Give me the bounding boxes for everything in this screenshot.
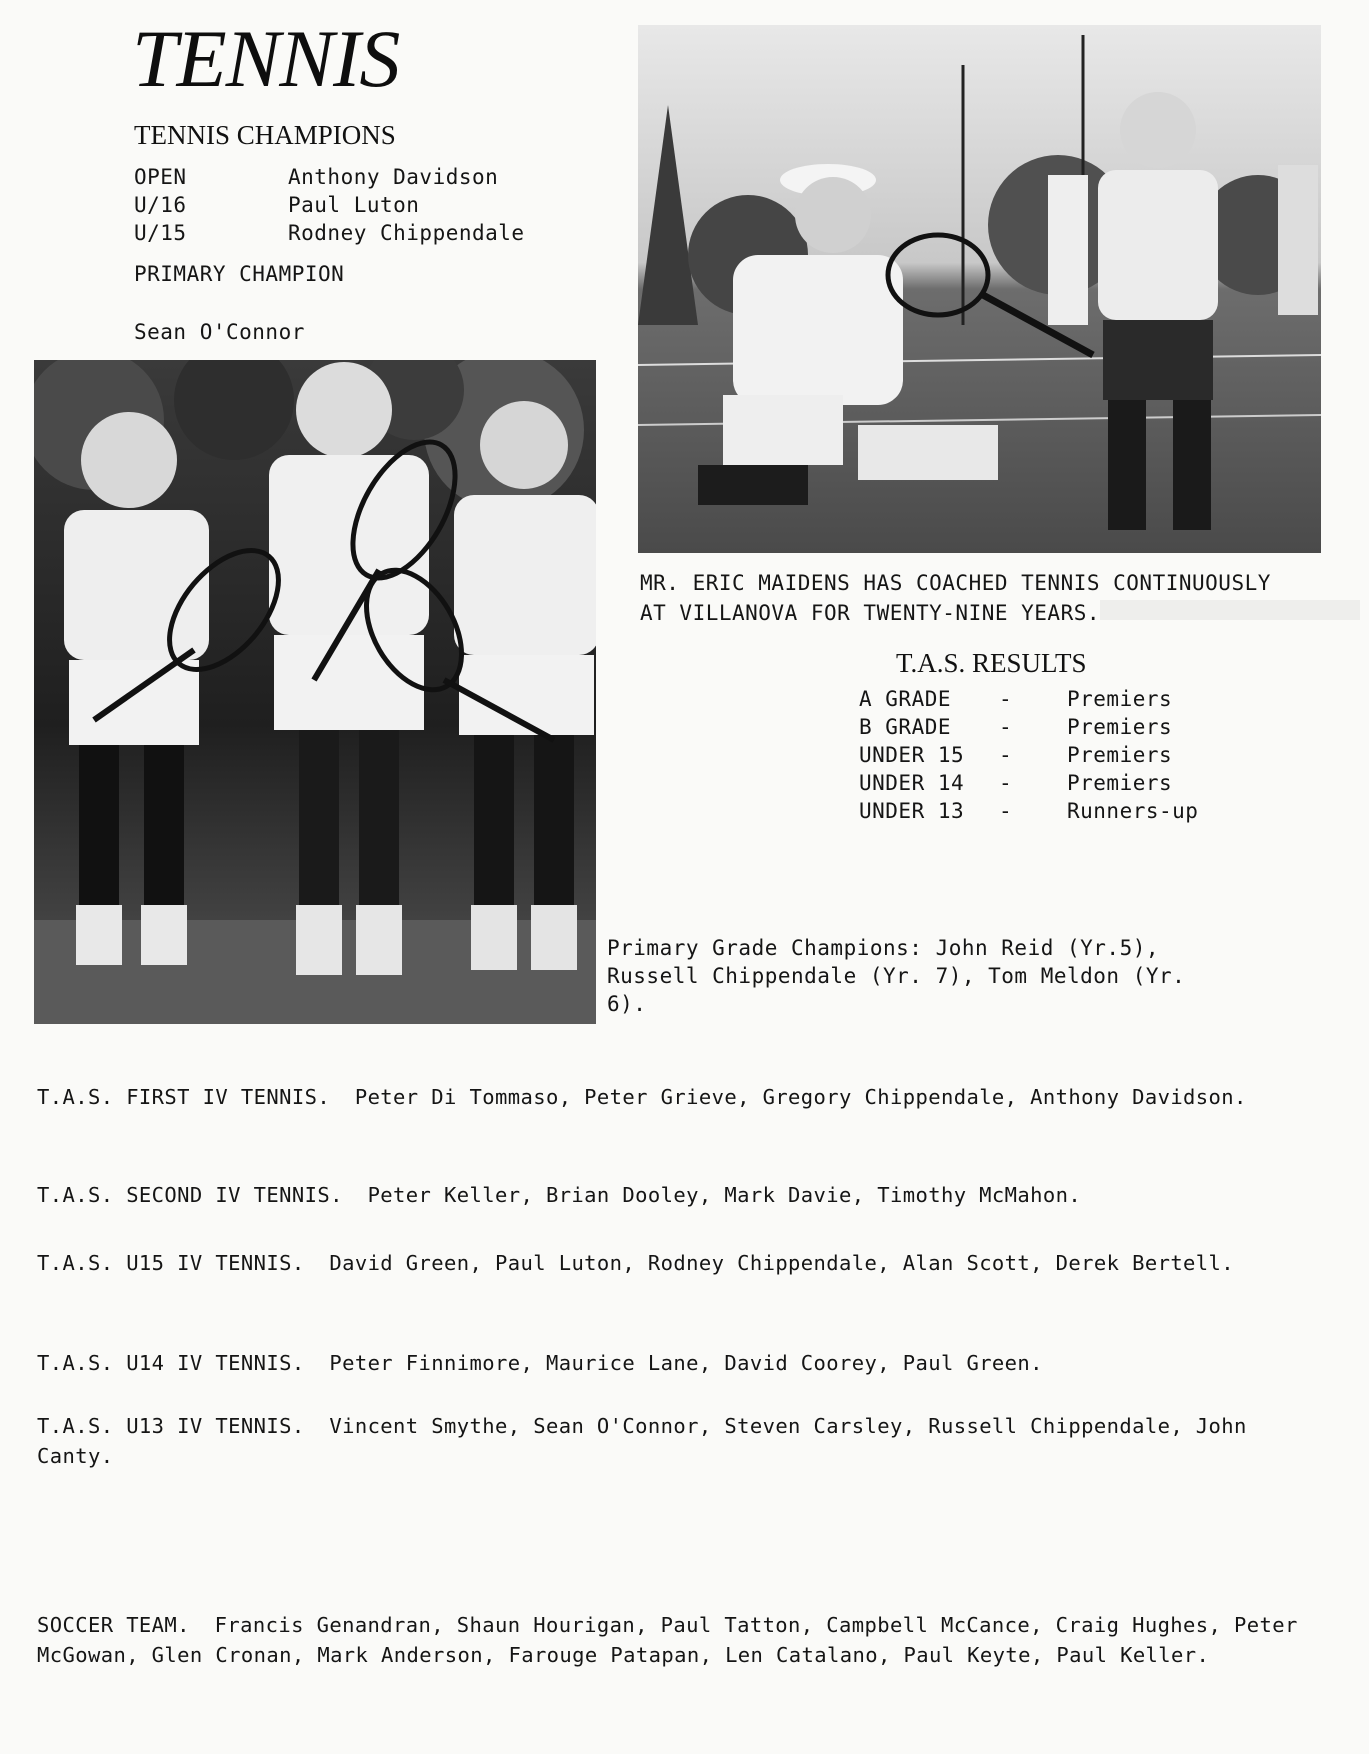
- team-members: Peter Keller, Brian Dooley, Mark Davie, Timothy McMahon.: [367, 1183, 1082, 1207]
- champions-list: [134, 165, 525, 249]
- team-title: SOCCER TEAM.: [37, 1613, 190, 1637]
- champion-category: U/15: [134, 221, 187, 245]
- champion-name: Paul Luton: [288, 193, 420, 217]
- champions-photo-image: [34, 360, 596, 1024]
- result-dash: -: [999, 799, 1013, 823]
- team-title: T.A.S. SECOND IV TENNIS.: [37, 1183, 343, 1207]
- team-members: Francis Genandran, Shaun Hourigan, Paul Tatton, Campbell McCance, Craig Hughes, Peter McGowan, Glen Cronan, Mark Anderson, Farouge Patapan, Len Catalano, Paul Keyte, Paul Keller.: [37, 1613, 1298, 1667]
- page-title: TENNIS: [132, 13, 400, 104]
- champion-row: [134, 221, 525, 249]
- team-entry: [37, 1180, 1333, 1210]
- coach-caption-line: MR. ERIC MAIDENS HAS COACHED TENNIS CONTINUOUSLY: [640, 571, 1271, 595]
- result-value: Premiers: [1067, 771, 1173, 795]
- team-entry: [37, 1610, 1333, 1670]
- result-grade: UNDER 15: [859, 743, 965, 767]
- result-value: Premiers: [1067, 687, 1173, 711]
- team-title: T.A.S. FIRST IV TENNIS.: [37, 1085, 331, 1109]
- result-dash: -: [999, 771, 1013, 795]
- team-title: T.A.S. U15 IV TENNIS.: [37, 1251, 305, 1275]
- champion-row: [134, 193, 525, 221]
- result-dash: -: [999, 687, 1013, 711]
- result-grade: UNDER 13: [859, 799, 965, 823]
- champion-name: Anthony Davidson: [288, 165, 499, 189]
- result-grade: A GRADE: [859, 687, 952, 711]
- result-dash: -: [999, 715, 1013, 739]
- team-entry: [37, 1411, 1333, 1471]
- result-row: [859, 743, 1198, 771]
- team-members: Peter Di Tommaso, Peter Grieve, Gregory Chippendale, Anthony Davidson.: [354, 1085, 1247, 1109]
- primary-grade-line: 6).: [607, 992, 647, 1016]
- champion-name: Rodney Chippendale: [288, 221, 525, 245]
- results-heading: T.A.S. RESULTS: [896, 648, 1087, 678]
- primary-champion-label: PRIMARY CHAMPION: [134, 262, 345, 286]
- primary-grade-champions: [607, 934, 1185, 1018]
- team-title: T.A.S. U14 IV TENNIS.: [37, 1351, 305, 1375]
- coach-caption: [640, 568, 1271, 628]
- result-dash: -: [999, 743, 1013, 767]
- team-entry: [37, 1082, 1333, 1112]
- coach-photo-image: [638, 25, 1321, 553]
- team-entry: [37, 1348, 1333, 1378]
- team-members: Peter Finnimore, Maurice Lane, David Coorey, Paul Green.: [329, 1351, 1043, 1375]
- result-row: [859, 687, 1198, 715]
- team-members: David Green, Paul Luton, Rodney Chippendale, Alan Scott, Derek Bertell.: [329, 1251, 1235, 1275]
- team-entry: [37, 1248, 1333, 1278]
- team-members: Vincent Smythe, Sean O'Connor, Steven Carsley, Russell Chippendale, John Canty.: [37, 1414, 1247, 1468]
- coach-caption-line: AT VILLANOVA FOR TWENTY-NINE YEARS.: [640, 601, 1101, 625]
- champion-category: OPEN: [134, 165, 187, 189]
- team-title: T.A.S. U13 IV TENNIS.: [37, 1414, 305, 1438]
- result-row: [859, 771, 1198, 799]
- result-row: [859, 715, 1198, 743]
- result-grade: B GRADE: [859, 715, 952, 739]
- result-grade: UNDER 14: [859, 771, 965, 795]
- champions-photo: [34, 360, 596, 1024]
- primary-grade-line: Russell Chippendale (Yr. 7), Tom Meldon (Yr.: [607, 964, 1186, 988]
- result-value: Premiers: [1067, 715, 1173, 739]
- primary-grade-line: Primary Grade Champions: John Reid (Yr.5),: [607, 936, 1160, 960]
- primary-champion-name: Sean O'Connor: [134, 320, 305, 344]
- result-value: Runners-up: [1067, 799, 1199, 823]
- results-table: [859, 687, 1198, 827]
- result-row: [859, 799, 1198, 827]
- champion-row: [134, 165, 525, 193]
- champions-heading: TENNIS CHAMPIONS: [134, 120, 396, 150]
- champion-category: U/16: [134, 193, 187, 217]
- result-value: Premiers: [1067, 743, 1173, 767]
- coach-photo: [638, 25, 1321, 553]
